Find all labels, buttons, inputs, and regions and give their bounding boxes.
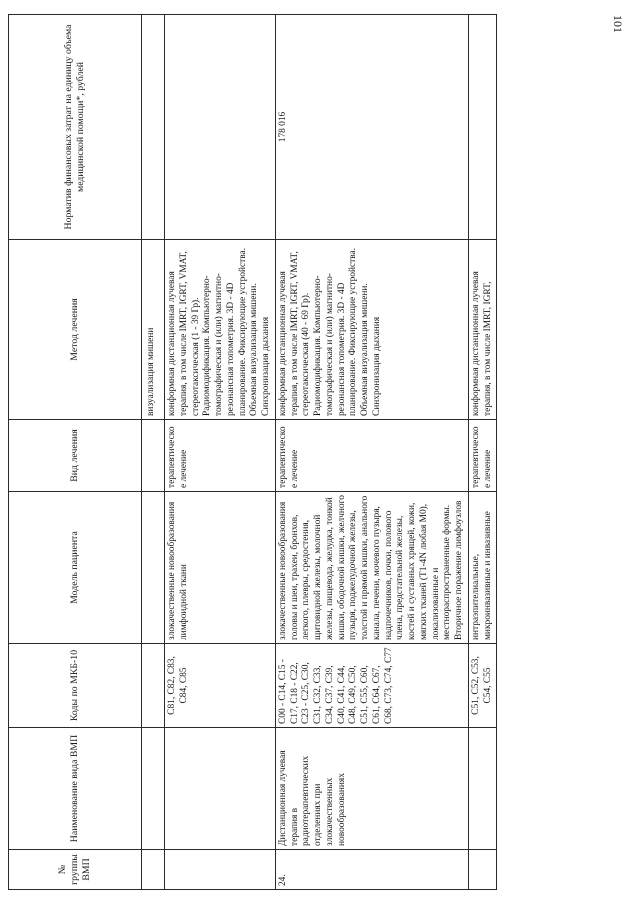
- cell-treatment-method: конформная дистанционная лучевая терапия, в том числе IMRT, IGRT, VMAT, стереотаксическая (1 - 39 Гр). Радиомодификация. Компьютерно-томографическая и (или) магнитно-резонансная топометрия. 3D - 4D планирование. Фиксирующие устройства. Объемная визуализация мишени. Синхронизация дыхания: [165, 240, 276, 420]
- cell-group-no: 24.: [275, 850, 468, 890]
- cell-treatment-type: терапевтическое лечение: [165, 420, 276, 492]
- table-cell: [142, 728, 165, 850]
- cell-icd-codes: C51, C52, C53, C54, C55: [468, 644, 497, 728]
- header-group-no: № группы ВМП: [9, 850, 142, 890]
- header-treatment-method: Метод лечения: [9, 240, 142, 420]
- header-patient-model: Модель пациента: [9, 492, 142, 644]
- header-vmp-name: Наименование вида ВМП: [9, 728, 142, 850]
- rotated-document-page: [8, 15, 630, 890]
- page-number: 101: [611, 15, 625, 33]
- table-row: [275, 15, 468, 890]
- continuation-cell: [142, 240, 165, 420]
- table-cell: [142, 15, 165, 240]
- cell-treatment-method: конформная дистанционная лучевая терапия, в том числе IMRT, IGRT,: [468, 240, 497, 420]
- table-cell: [142, 492, 165, 644]
- cell-cost-norm: 178 016: [275, 15, 468, 240]
- cell-group-no: [165, 850, 276, 890]
- cell-icd-codes: C81, C82, C83, C84, C85: [165, 644, 276, 728]
- cell-patient-model: злокачественные новообразования головы и шеи, трахеи, бронхов, легкого, плевры, средостения, щитовидной железы, молочной железы, пищевода, желудка, тонкой кишки, ободочной кишки, желчного пузыря, поджелудочной железы, толстой и прямой кишки, анального канала, печени, мочевого пузыря, надпочечников, почки, полового члена, предстательной железы, костей и суставных хрящей, кожи, мягких тканей (T1-4N любая M0), локализованные и местнораспространенные формы. Вторичное поражение лимфоузлов: [275, 492, 468, 644]
- header-row: [9, 15, 142, 890]
- cell-patient-model: злокачественные новообразования лимфоидной ткани: [165, 492, 276, 644]
- header-cost-norm: Норматив финансовых затрат на единицу объема медицинской помощи*, рублей: [9, 15, 142, 240]
- continuation-text: визуализация мишени: [146, 327, 156, 416]
- table-cell: [142, 850, 165, 890]
- cell-treatment-type: терапевтическое лечение: [275, 420, 468, 492]
- cell-patient-model: интраэпителиальные, микроинвазивные и инвазивные: [468, 492, 497, 644]
- cell-vmp-name: [468, 728, 497, 850]
- header-treatment-type: Вид лечения: [9, 420, 142, 492]
- cell-group-no: [468, 850, 497, 890]
- table-row: [468, 15, 497, 890]
- cell-vmp-name: Дистанционная лучевая терапия в радиотерапевтических отделениях при злокачественных новообразованиях: [275, 728, 468, 850]
- table-cell: [142, 420, 165, 492]
- table-row: [142, 15, 165, 890]
- cell-cost-norm: [165, 15, 276, 240]
- cell-treatment-method: конформная дистанционная лучевая терапия, в том числе IMRT, IGRT, VMAT, стереотаксическая (40 - 69 Гр). Радиомодификация. Компьютерно-томографическая и (или) магнитно-резонансная топометрия. 3D - 4D планирование. Фиксирующие устройства. Объемная визуализация мишени. Синхронизация дыхания: [275, 240, 468, 420]
- cell-cost-norm: [468, 15, 497, 240]
- cell-vmp-name: [165, 728, 276, 850]
- cell-icd-codes: C00 - C14, C15 - C17, C18 - C22, C23 - C25, C30, C31, C32, C33, C34, C37, C39, C40, C41, C44, C48, C49, C50, C51, C55, C60, C61, C64, C67, C68, C73, C74, C77: [275, 644, 468, 728]
- table-row: [165, 15, 276, 890]
- table-cell: [142, 644, 165, 728]
- vmp-table: [8, 14, 497, 890]
- cell-treatment-type: терапевтическое лечение: [468, 420, 497, 492]
- header-icd-codes: Коды по МКБ-10: [9, 644, 142, 728]
